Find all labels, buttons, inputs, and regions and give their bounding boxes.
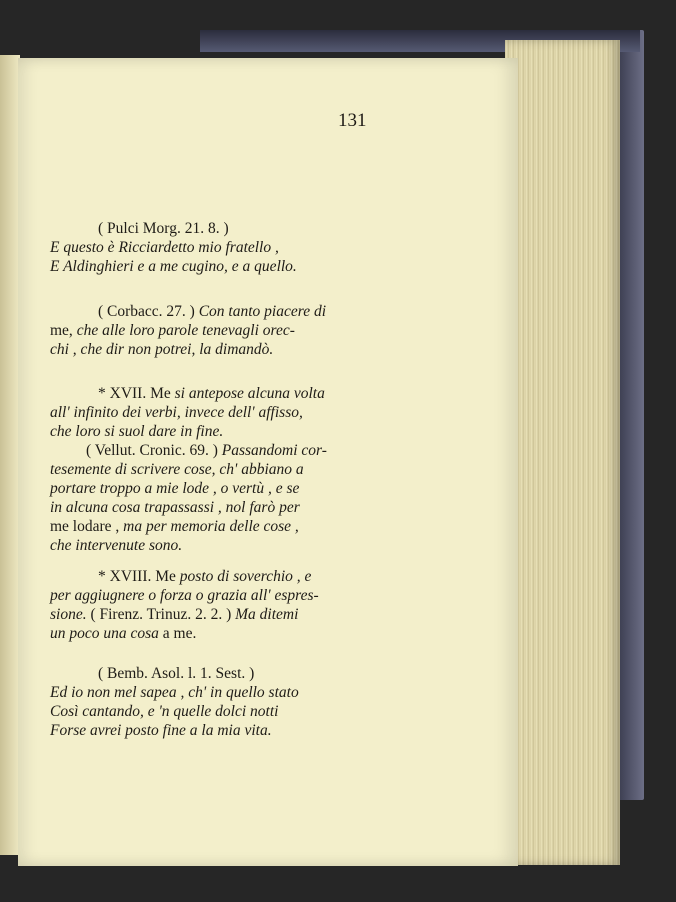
text-line [50, 219, 370, 238]
text-line [50, 683, 370, 702]
text-block-corbacc [50, 302, 370, 359]
text-line [50, 624, 370, 643]
text-line [50, 321, 370, 340]
text-line [50, 702, 370, 721]
facing-page-edge [0, 55, 20, 855]
text-line [50, 536, 370, 555]
text-run: che loro si suol dare in fine. [50, 423, 224, 440]
text-line [50, 721, 370, 740]
text-line [50, 517, 370, 536]
text-run: a me. [162, 625, 197, 642]
text-run: si antepose alcuna volta [174, 385, 325, 402]
page-number: 131 [338, 110, 367, 131]
text-line [50, 238, 370, 257]
text-run: portare troppo a mie lode , o vertù , e se [50, 480, 300, 497]
text-line [50, 498, 370, 517]
text-run: * XVIII. Me [98, 568, 180, 585]
text-line [50, 257, 370, 276]
text-run: tesemente di scrivere cose, ch' abbiano a [50, 461, 304, 478]
text-block-pulci [50, 219, 370, 276]
text-run: E questo è Ricciardetto mio fratello , [50, 239, 279, 256]
text-run: all' infinito dei verbi, invece dell' affisso, [50, 404, 303, 421]
text-line [50, 586, 370, 605]
text-line [50, 441, 370, 460]
text-line [50, 422, 370, 441]
text-line [50, 384, 370, 403]
text-run: ( Vellut. Cronic. 69. ) [86, 442, 222, 459]
text-run: ( Pulci Morg. 21. 8. ) [98, 220, 229, 237]
text-run: Ed io non mel sapea , ch' in quello stato [50, 684, 299, 701]
text-line [50, 479, 370, 498]
text-run: ( Corbacc. 27. ) [98, 303, 199, 320]
text-run: posto di soverchio , e [179, 568, 312, 585]
text-block-xvii [50, 384, 370, 555]
text-line [50, 460, 370, 479]
text-line [50, 340, 370, 359]
text-run: ma per memoria delle cose , [123, 518, 299, 535]
text-run: che alle loro parole tenevagli orec- [76, 322, 295, 339]
text-line [50, 605, 370, 624]
text-run: sione. [50, 606, 91, 623]
text-run: ( Bemb. Asol. l. 1. Sest. ) [98, 665, 255, 682]
text-line [50, 403, 370, 422]
page-edges [505, 40, 620, 865]
text-run: ( Firenz. Trinuz. 2. 2. ) [90, 606, 236, 623]
text-run: in alcuna cosa trapassassi , nol farò per [50, 499, 300, 516]
text-line [50, 302, 370, 321]
text-run: Ma ditemi [235, 606, 299, 623]
text-run: un poco una cosa [50, 625, 163, 642]
text-run: me lodare , [50, 518, 124, 535]
text-run: Così cantando, e 'n quelle dolci notti [50, 703, 279, 720]
text-run: Passandomi cor- [221, 442, 327, 459]
text-run: me, [50, 322, 77, 339]
text-run: * XVII. Me [98, 385, 175, 402]
text-run: Forse avrei posto fine a la mia vita. [50, 722, 272, 739]
text-block-bemb [50, 664, 370, 740]
text-run: chi , che dir non potrei, la dimandò. [50, 341, 274, 358]
text-line [50, 567, 370, 586]
text-run: Con tanto piacere di [198, 303, 327, 320]
text-line [50, 664, 370, 683]
text-run: E Aldinghieri e a me cugino, e a quello. [50, 258, 297, 275]
text-run: per aggiugnere o forza o grazia all' espres- [50, 587, 319, 604]
text-run: che intervenute sono. [50, 537, 183, 554]
text-block-xviii [50, 567, 370, 643]
